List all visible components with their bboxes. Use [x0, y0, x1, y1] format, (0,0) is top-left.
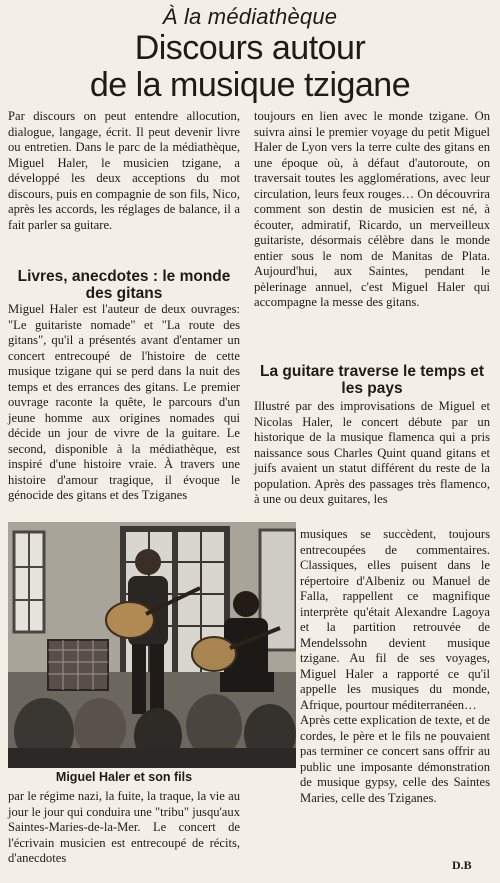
- page-title: [0, 30, 500, 104]
- concert-photo: [8, 522, 296, 768]
- section2-paragraph: Illustré par des improvisations de Miguel et Nicolas Haler, le concert débute par un historique de la musique flamenca qui a pris naissance sous Charles Quint quand gitans et juifs avaient un statut différent du reste de la population. Après des passages très flamenco, à une ou deux guitares, les: [254, 399, 490, 506]
- right-top-paragraph: toujours en lien avec le monde tzigane. On suivra ainsi le premier voyage du petit Miguel Haler de Lyon vers la terre culte des gitans en une époque où, à défaut d'autoroute, on traversait toutes les agglomérations, avec leur circulation, leurs feux rouges… On découvrira comment son destin de musicien est né, à écouter, admiratif, Ricardo, un merveilleux guitariste, désormais célèbre dans le monde entier sous le nom de Manitas de Plata. Aujourd'hui, aux Saintes, pendant le pèlerinage annuel, c'est Miguel Haler qui accompagne la messe des gitans.: [254, 109, 490, 309]
- photo-caption: Miguel Haler et son fils: [55, 770, 193, 784]
- title-line-1: Discours autour: [134, 29, 366, 67]
- intro-paragraph: Par discours on peut entendre allocution, dialogue, langage, écrit. Il peut devenir livre ou entretien. Dans le parc de la médiathèque, Miguel Haler, le musicien tzigane, a développé les deux acceptions du mot discours, puis en compagnie de son fils, Nico, après les accords, les réglages de balance, il a fait parler sa guitare.: [8, 109, 240, 232]
- section1-heading: Livres, anecdotes : le monde des gitans: [17, 268, 231, 302]
- left-bottom-paragraph: par le régime nazi, la fuite, la traque, la vie au jour le jour qui conduira une "tribu" jusqu'aux Saintes-Maries-de-la-Mer. Le concert de l'écrivain musicien est entrecoupé de récits, d'anecdotes: [8, 789, 240, 865]
- section2-continuation: musiques se succèdent, toujours entrecoupées de commentaires. Classiques, elles puisent dans le répertoire d'Albeniz ou Manuel de Falla, rappellent ce magnifique interprète qu'était Alexandre Lagoya et la partition retrouvée de Mendelssohn devient musique tzigane. Au fil de ses voyages, Miguel Haler a rapporté ce qu'il appelle les musiques du monde, Afrique, pourtour méditerranéen… Après cette explication de texte, et de cordes, le père et le fils ne pouvaient pas terminer ce concert sans offrir au public une imposante démonstration de musique gypsy, celle des Saintes Maries, celle des Tziganes.: [300, 527, 490, 805]
- section1-heading-wrap: [8, 268, 240, 302]
- signature: D.B: [452, 858, 472, 872]
- title-line-2: de la musique tzigane: [89, 66, 411, 104]
- section2-heading-wrap: [254, 363, 490, 397]
- concert-photo-image: [8, 522, 296, 768]
- section1-paragraph: Miguel Haler est l'auteur de deux ouvrages: "Le guitariste nomade" et "La route des gitans", qu'il a présentés avant d'entamer un concert entrecoupé de l'histoire de cette musique tzigane qui se perd dans la nuit des temps et des errances des gitans. Le premier ouvrage raconte la quête, le parcours d'un jeune homme aux origines nomades qui décide un jour de vivre de la guitare. Le second, disponible à la médiathèque, est inspiré d'une histoire vraie. À travers une histoire d'amour tragique, il évoque le génocide des gitans et des Tziganes: [8, 302, 240, 502]
- section2-heading: La guitare traverse le temps et les pays: [260, 363, 484, 397]
- kicker: À la médiathèque: [162, 4, 338, 29]
